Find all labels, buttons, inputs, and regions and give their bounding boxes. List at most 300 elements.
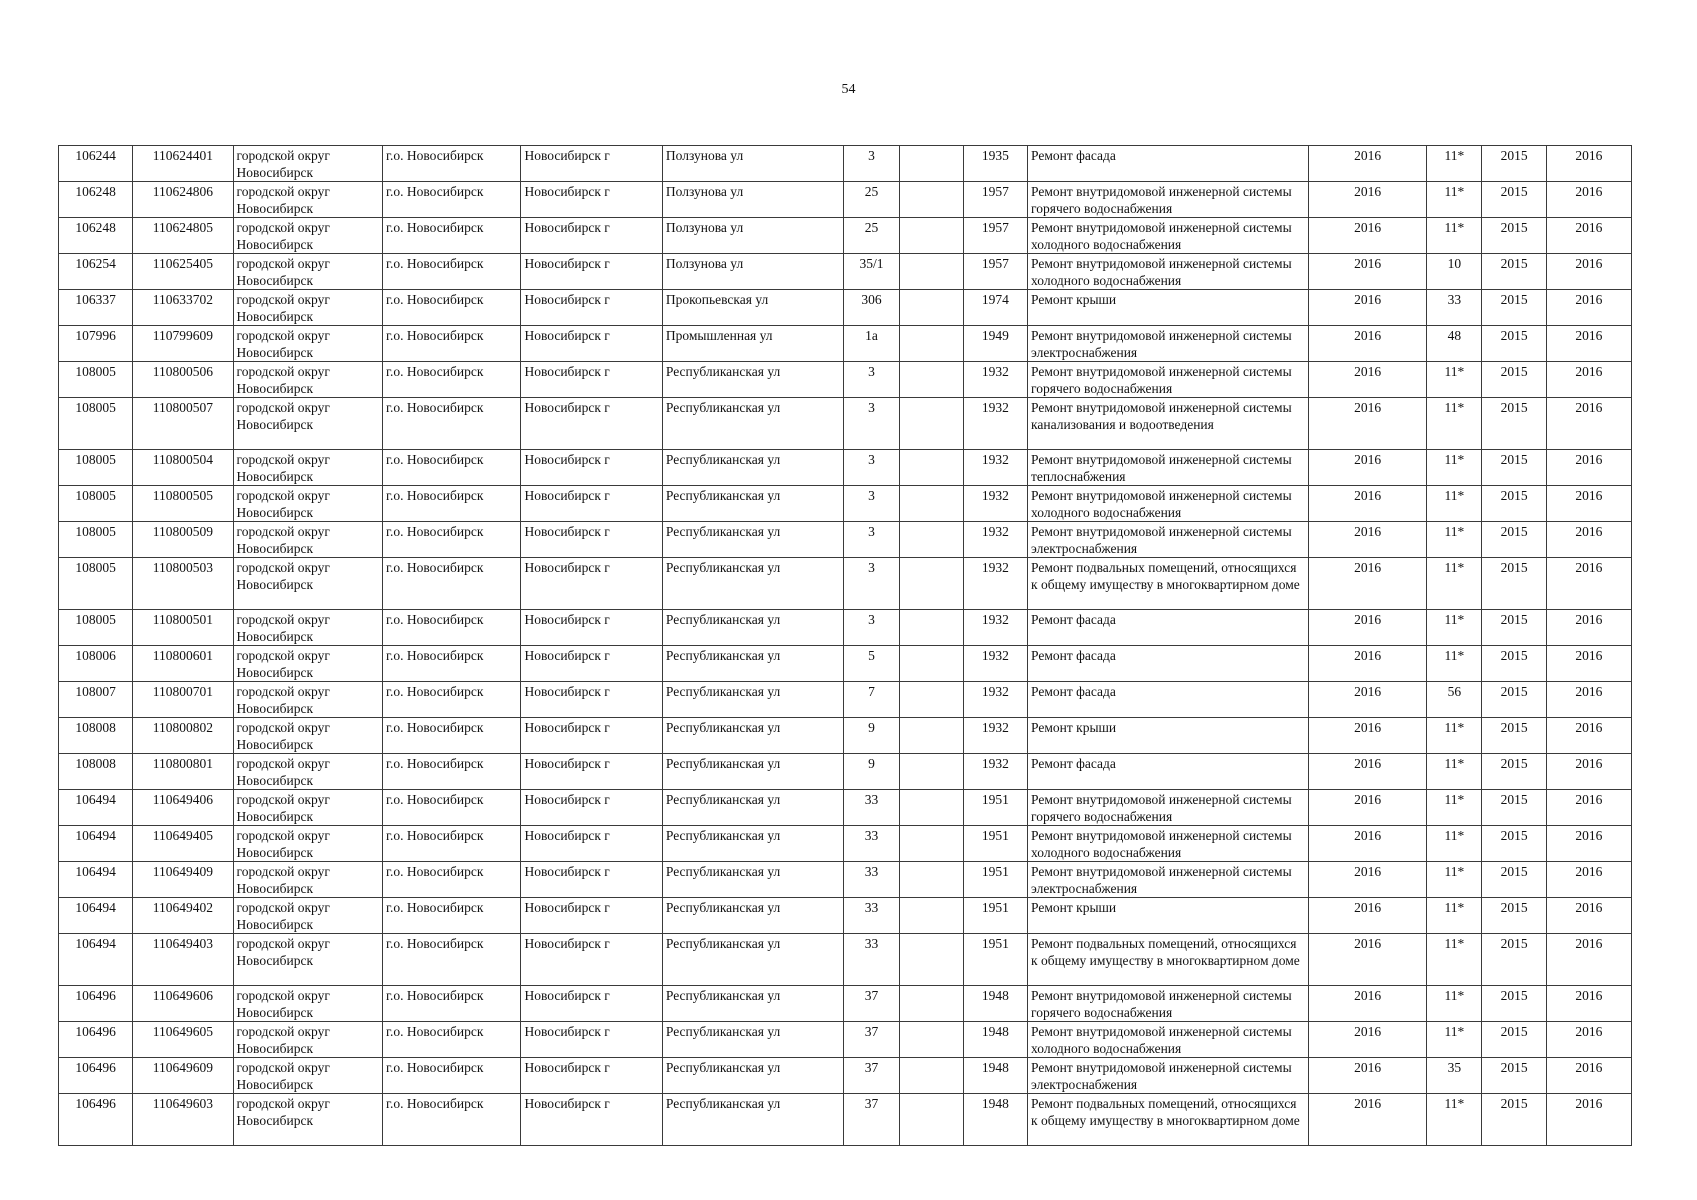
cell-work-code: 110800601 xyxy=(133,646,233,682)
cell-work-type: Ремонт внутридомовой инженерной системы теплоснабжения xyxy=(1028,450,1309,486)
cell-street: Республиканская ул xyxy=(662,826,844,862)
cell-period-start: 2015 xyxy=(1482,934,1546,986)
cell-house-number: 3 xyxy=(844,450,899,486)
cell-object-id: 106494 xyxy=(59,934,133,986)
cell-object-id: 108005 xyxy=(59,362,133,398)
cell-locality: Новосибирск г xyxy=(521,326,662,362)
cell-year-built: 1932 xyxy=(963,754,1027,790)
cell-building xyxy=(899,862,963,898)
cell-work-type: Ремонт внутридомовой инженерной системы канализования и водоотведения xyxy=(1028,398,1309,450)
cell-locality: Новосибирск г xyxy=(521,790,662,826)
cell-plan-year: 2016 xyxy=(1308,290,1426,326)
cell-work-code: 110625405 xyxy=(133,254,233,290)
cell-house-number: 3 xyxy=(844,398,899,450)
cell-period-end: 2016 xyxy=(1546,610,1631,646)
cell-period-end: 2016 xyxy=(1546,646,1631,682)
cell-municipality: городской округ Новосибирск xyxy=(233,610,382,646)
cell-period-start: 2015 xyxy=(1482,290,1546,326)
cell-work-type: Ремонт фасада xyxy=(1028,754,1309,790)
cell-plan-year: 2016 xyxy=(1308,986,1426,1022)
cell-locality: Новосибирск г xyxy=(521,898,662,934)
cell-condition-rank: 11* xyxy=(1427,522,1482,558)
cell-plan-year: 2016 xyxy=(1308,558,1426,610)
cell-building xyxy=(899,986,963,1022)
cell-municipality: городской округ Новосибирск xyxy=(233,754,382,790)
cell-period-end: 2016 xyxy=(1546,218,1631,254)
cell-condition-rank: 11* xyxy=(1427,362,1482,398)
cell-work-type: Ремонт внутридомовой инженерной системы горячего водоснабжения xyxy=(1028,790,1309,826)
table-row xyxy=(59,934,1632,986)
cell-period-end: 2016 xyxy=(1546,146,1631,182)
cell-locality: Новосибирск г xyxy=(521,362,662,398)
cell-plan-year: 2016 xyxy=(1308,898,1426,934)
repair-register-table xyxy=(58,145,1632,1146)
cell-period-end: 2016 xyxy=(1546,254,1631,290)
cell-municipality: городской округ Новосибирск xyxy=(233,718,382,754)
cell-work-code: 110624806 xyxy=(133,182,233,218)
cell-work-type: Ремонт внутридомовой инженерной системы электроснабжения xyxy=(1028,522,1309,558)
cell-street: Республиканская ул xyxy=(662,682,844,718)
cell-municipality: городской округ Новосибирск xyxy=(233,682,382,718)
cell-period-end: 2016 xyxy=(1546,1022,1631,1058)
cell-year-built: 1932 xyxy=(963,682,1027,718)
cell-period-end: 2016 xyxy=(1546,182,1631,218)
cell-year-built: 1932 xyxy=(963,718,1027,754)
cell-street: Республиканская ул xyxy=(662,558,844,610)
cell-district: г.о. Новосибирск xyxy=(383,398,521,450)
cell-work-type: Ремонт крыши xyxy=(1028,898,1309,934)
cell-period-end: 2016 xyxy=(1546,862,1631,898)
cell-work-type: Ремонт фасада xyxy=(1028,682,1309,718)
cell-work-code: 110800509 xyxy=(133,522,233,558)
cell-district: г.о. Новосибирск xyxy=(383,558,521,610)
cell-plan-year: 2016 xyxy=(1308,934,1426,986)
cell-period-start: 2015 xyxy=(1482,522,1546,558)
cell-municipality: городской округ Новосибирск xyxy=(233,934,382,986)
cell-object-id: 106248 xyxy=(59,218,133,254)
table-row xyxy=(59,898,1632,934)
cell-period-end: 2016 xyxy=(1546,826,1631,862)
cell-building xyxy=(899,254,963,290)
cell-object-id: 108005 xyxy=(59,522,133,558)
cell-district: г.о. Новосибирск xyxy=(383,986,521,1022)
cell-period-start: 2015 xyxy=(1482,718,1546,754)
cell-period-start: 2015 xyxy=(1482,862,1546,898)
cell-district: г.о. Новосибирск xyxy=(383,326,521,362)
cell-municipality: городской округ Новосибирск xyxy=(233,450,382,486)
cell-street: Прокопьевская ул xyxy=(662,290,844,326)
cell-street: Республиканская ул xyxy=(662,986,844,1022)
cell-plan-year: 2016 xyxy=(1308,362,1426,398)
cell-work-code: 110649406 xyxy=(133,790,233,826)
cell-locality: Новосибирск г xyxy=(521,646,662,682)
cell-period-end: 2016 xyxy=(1546,718,1631,754)
cell-municipality: городской округ Новосибирск xyxy=(233,326,382,362)
cell-plan-year: 2016 xyxy=(1308,718,1426,754)
table-row xyxy=(59,290,1632,326)
cell-period-start: 2015 xyxy=(1482,254,1546,290)
cell-district: г.о. Новосибирск xyxy=(383,290,521,326)
cell-street: Промышленная ул xyxy=(662,326,844,362)
table-row xyxy=(59,986,1632,1022)
cell-municipality: городской округ Новосибирск xyxy=(233,182,382,218)
cell-work-type: Ремонт внутридомовой инженерной системы электроснабжения xyxy=(1028,326,1309,362)
cell-street: Республиканская ул xyxy=(662,862,844,898)
cell-object-id: 106496 xyxy=(59,986,133,1022)
cell-municipality: городской округ Новосибирск xyxy=(233,1058,382,1094)
cell-work-type: Ремонт фасада xyxy=(1028,646,1309,682)
cell-object-id: 106496 xyxy=(59,1094,133,1146)
cell-district: г.о. Новосибирск xyxy=(383,898,521,934)
cell-district: г.о. Новосибирск xyxy=(383,182,521,218)
cell-period-end: 2016 xyxy=(1546,934,1631,986)
cell-locality: Новосибирск г xyxy=(521,254,662,290)
cell-plan-year: 2016 xyxy=(1308,610,1426,646)
cell-year-built: 1932 xyxy=(963,522,1027,558)
cell-period-start: 2015 xyxy=(1482,398,1546,450)
cell-building xyxy=(899,1094,963,1146)
cell-work-type: Ремонт подвальных помещений, относящихся к общему имуществу в многоквартирном доме xyxy=(1028,1094,1309,1146)
cell-period-start: 2015 xyxy=(1482,1094,1546,1146)
cell-period-end: 2016 xyxy=(1546,362,1631,398)
table-row xyxy=(59,218,1632,254)
cell-locality: Новосибирск г xyxy=(521,558,662,610)
cell-period-start: 2015 xyxy=(1482,362,1546,398)
cell-locality: Новосибирск г xyxy=(521,754,662,790)
cell-condition-rank: 35 xyxy=(1427,1058,1482,1094)
cell-condition-rank: 11* xyxy=(1427,450,1482,486)
cell-house-number: 33 xyxy=(844,898,899,934)
table-row xyxy=(59,450,1632,486)
cell-period-end: 2016 xyxy=(1546,486,1631,522)
table-row xyxy=(59,486,1632,522)
cell-year-built: 1951 xyxy=(963,934,1027,986)
cell-plan-year: 2016 xyxy=(1308,326,1426,362)
cell-object-id: 108006 xyxy=(59,646,133,682)
cell-work-code: 110800801 xyxy=(133,754,233,790)
cell-street: Республиканская ул xyxy=(662,362,844,398)
cell-object-id: 106248 xyxy=(59,182,133,218)
cell-locality: Новосибирск г xyxy=(521,986,662,1022)
cell-work-code: 110649402 xyxy=(133,898,233,934)
cell-year-built: 1932 xyxy=(963,646,1027,682)
cell-building xyxy=(899,826,963,862)
cell-period-start: 2015 xyxy=(1482,486,1546,522)
cell-condition-rank: 11* xyxy=(1427,862,1482,898)
cell-plan-year: 2016 xyxy=(1308,182,1426,218)
cell-district: г.о. Новосибирск xyxy=(383,1094,521,1146)
cell-plan-year: 2016 xyxy=(1308,646,1426,682)
cell-work-code: 110800501 xyxy=(133,610,233,646)
table-row xyxy=(59,146,1632,182)
cell-municipality: городской округ Новосибирск xyxy=(233,1094,382,1146)
cell-municipality: городской округ Новосибирск xyxy=(233,254,382,290)
cell-object-id: 106496 xyxy=(59,1058,133,1094)
cell-district: г.о. Новосибирск xyxy=(383,718,521,754)
cell-condition-rank: 56 xyxy=(1427,682,1482,718)
cell-work-code: 110649609 xyxy=(133,1058,233,1094)
cell-condition-rank: 11* xyxy=(1427,558,1482,610)
cell-object-id: 106494 xyxy=(59,862,133,898)
cell-street: Ползунова ул xyxy=(662,182,844,218)
cell-street: Республиканская ул xyxy=(662,1058,844,1094)
cell-plan-year: 2016 xyxy=(1308,1058,1426,1094)
cell-period-end: 2016 xyxy=(1546,1094,1631,1146)
cell-street: Республиканская ул xyxy=(662,486,844,522)
cell-house-number: 3 xyxy=(844,558,899,610)
cell-building xyxy=(899,754,963,790)
table-row xyxy=(59,398,1632,450)
cell-period-start: 2015 xyxy=(1482,646,1546,682)
cell-municipality: городской округ Новосибирск xyxy=(233,522,382,558)
cell-year-built: 1951 xyxy=(963,898,1027,934)
cell-period-start: 2015 xyxy=(1482,610,1546,646)
cell-period-start: 2015 xyxy=(1482,450,1546,486)
cell-plan-year: 2016 xyxy=(1308,398,1426,450)
cell-district: г.о. Новосибирск xyxy=(383,682,521,718)
cell-year-built: 1951 xyxy=(963,862,1027,898)
cell-locality: Новосибирск г xyxy=(521,290,662,326)
cell-plan-year: 2016 xyxy=(1308,146,1426,182)
cell-locality: Новосибирск г xyxy=(521,862,662,898)
cell-building xyxy=(899,218,963,254)
cell-district: г.о. Новосибирск xyxy=(383,218,521,254)
cell-street: Ползунова ул xyxy=(662,218,844,254)
cell-period-start: 2015 xyxy=(1482,826,1546,862)
cell-municipality: городской округ Новосибирск xyxy=(233,398,382,450)
cell-work-type: Ремонт внутридомовой инженерной системы электроснабжения xyxy=(1028,862,1309,898)
cell-work-type: Ремонт внутридомовой инженерной системы холодного водоснабжения xyxy=(1028,218,1309,254)
cell-locality: Новосибирск г xyxy=(521,450,662,486)
cell-plan-year: 2016 xyxy=(1308,1022,1426,1058)
cell-period-end: 2016 xyxy=(1546,986,1631,1022)
cell-work-code: 110649403 xyxy=(133,934,233,986)
cell-house-number: 3 xyxy=(844,486,899,522)
cell-house-number: 3 xyxy=(844,362,899,398)
cell-district: г.о. Новосибирск xyxy=(383,522,521,558)
cell-condition-rank: 11* xyxy=(1427,826,1482,862)
cell-building xyxy=(899,1058,963,1094)
cell-municipality: городской округ Новосибирск xyxy=(233,362,382,398)
cell-year-built: 1957 xyxy=(963,182,1027,218)
cell-object-id: 108008 xyxy=(59,718,133,754)
table-row xyxy=(59,646,1632,682)
cell-work-code: 110649405 xyxy=(133,826,233,862)
cell-building xyxy=(899,522,963,558)
cell-condition-rank: 10 xyxy=(1427,254,1482,290)
cell-year-built: 1932 xyxy=(963,610,1027,646)
cell-district: г.о. Новосибирск xyxy=(383,450,521,486)
cell-plan-year: 2016 xyxy=(1308,862,1426,898)
cell-year-built: 1957 xyxy=(963,218,1027,254)
cell-period-start: 2015 xyxy=(1482,558,1546,610)
cell-house-number: 9 xyxy=(844,754,899,790)
cell-house-number: 37 xyxy=(844,1022,899,1058)
cell-condition-rank: 11* xyxy=(1427,986,1482,1022)
cell-locality: Новосибирск г xyxy=(521,146,662,182)
cell-building xyxy=(899,790,963,826)
cell-year-built: 1951 xyxy=(963,790,1027,826)
cell-street: Республиканская ул xyxy=(662,790,844,826)
cell-house-number: 5 xyxy=(844,646,899,682)
cell-work-code: 110649409 xyxy=(133,862,233,898)
cell-plan-year: 2016 xyxy=(1308,486,1426,522)
cell-condition-rank: 11* xyxy=(1427,1022,1482,1058)
cell-work-type: Ремонт внутридомовой инженерной системы горячего водоснабжения xyxy=(1028,986,1309,1022)
cell-work-type: Ремонт внутридомовой инженерной системы холодного водоснабжения xyxy=(1028,1022,1309,1058)
cell-house-number: 3 xyxy=(844,146,899,182)
cell-locality: Новосибирск г xyxy=(521,934,662,986)
cell-locality: Новосибирск г xyxy=(521,398,662,450)
cell-street: Республиканская ул xyxy=(662,398,844,450)
cell-district: г.о. Новосибирск xyxy=(383,362,521,398)
cell-work-type: Ремонт фасада xyxy=(1028,146,1309,182)
cell-district: г.о. Новосибирск xyxy=(383,646,521,682)
cell-year-built: 1932 xyxy=(963,558,1027,610)
cell-period-start: 2015 xyxy=(1482,218,1546,254)
cell-locality: Новосибирск г xyxy=(521,218,662,254)
cell-plan-year: 2016 xyxy=(1308,1094,1426,1146)
cell-work-code: 110800701 xyxy=(133,682,233,718)
cell-condition-rank: 33 xyxy=(1427,290,1482,326)
cell-house-number: 3 xyxy=(844,522,899,558)
cell-year-built: 1951 xyxy=(963,826,1027,862)
cell-house-number: 9 xyxy=(844,718,899,754)
cell-street: Республиканская ул xyxy=(662,646,844,682)
cell-locality: Новосибирск г xyxy=(521,718,662,754)
cell-district: г.о. Новосибирск xyxy=(383,146,521,182)
table-row xyxy=(59,182,1632,218)
cell-object-id: 106244 xyxy=(59,146,133,182)
cell-condition-rank: 11* xyxy=(1427,790,1482,826)
cell-period-start: 2015 xyxy=(1482,898,1546,934)
cell-district: г.о. Новосибирск xyxy=(383,754,521,790)
cell-locality: Новосибирск г xyxy=(521,1058,662,1094)
cell-object-id: 108005 xyxy=(59,486,133,522)
cell-building xyxy=(899,1022,963,1058)
cell-district: г.о. Новосибирск xyxy=(383,826,521,862)
cell-house-number: 306 xyxy=(844,290,899,326)
cell-locality: Новосибирск г xyxy=(521,522,662,558)
cell-object-id: 106494 xyxy=(59,790,133,826)
cell-year-built: 1932 xyxy=(963,450,1027,486)
cell-period-end: 2016 xyxy=(1546,558,1631,610)
cell-period-end: 2016 xyxy=(1546,1058,1631,1094)
cell-district: г.о. Новосибирск xyxy=(383,1022,521,1058)
cell-work-type: Ремонт внутридомовой инженерной системы холодного водоснабжения xyxy=(1028,254,1309,290)
cell-period-end: 2016 xyxy=(1546,898,1631,934)
cell-work-type: Ремонт внутридомовой инженерной системы холодного водоснабжения xyxy=(1028,486,1309,522)
cell-street: Республиканская ул xyxy=(662,934,844,986)
cell-year-built: 1935 xyxy=(963,146,1027,182)
cell-year-built: 1974 xyxy=(963,290,1027,326)
cell-period-start: 2015 xyxy=(1482,682,1546,718)
cell-year-built: 1957 xyxy=(963,254,1027,290)
table-row xyxy=(59,522,1632,558)
cell-period-start: 2015 xyxy=(1482,986,1546,1022)
cell-condition-rank: 11* xyxy=(1427,398,1482,450)
cell-condition-rank: 11* xyxy=(1427,218,1482,254)
cell-locality: Новосибирск г xyxy=(521,682,662,718)
cell-building xyxy=(899,898,963,934)
cell-year-built: 1948 xyxy=(963,1058,1027,1094)
table-row xyxy=(59,790,1632,826)
cell-building xyxy=(899,718,963,754)
cell-municipality: городской округ Новосибирск xyxy=(233,646,382,682)
cell-work-code: 110800507 xyxy=(133,398,233,450)
cell-locality: Новосибирск г xyxy=(521,1022,662,1058)
cell-period-start: 2015 xyxy=(1482,1022,1546,1058)
cell-period-start: 2015 xyxy=(1482,326,1546,362)
table-row xyxy=(59,862,1632,898)
table-row xyxy=(59,254,1632,290)
cell-period-start: 2015 xyxy=(1482,1058,1546,1094)
cell-period-end: 2016 xyxy=(1546,450,1631,486)
cell-work-code: 110800802 xyxy=(133,718,233,754)
cell-locality: Новосибирск г xyxy=(521,610,662,646)
cell-period-end: 2016 xyxy=(1546,326,1631,362)
cell-object-id: 106494 xyxy=(59,826,133,862)
cell-municipality: городской округ Новосибирск xyxy=(233,826,382,862)
cell-plan-year: 2016 xyxy=(1308,450,1426,486)
cell-period-end: 2016 xyxy=(1546,522,1631,558)
cell-condition-rank: 11* xyxy=(1427,182,1482,218)
table-row xyxy=(59,326,1632,362)
cell-district: г.о. Новосибирск xyxy=(383,254,521,290)
table-row xyxy=(59,558,1632,610)
cell-house-number: 37 xyxy=(844,1094,899,1146)
cell-condition-rank: 11* xyxy=(1427,486,1482,522)
cell-house-number: 33 xyxy=(844,790,899,826)
cell-district: г.о. Новосибирск xyxy=(383,790,521,826)
table-row xyxy=(59,610,1632,646)
table-row xyxy=(59,718,1632,754)
cell-work-type: Ремонт крыши xyxy=(1028,718,1309,754)
cell-object-id: 108005 xyxy=(59,450,133,486)
table-row xyxy=(59,362,1632,398)
cell-year-built: 1949 xyxy=(963,326,1027,362)
cell-building xyxy=(899,398,963,450)
cell-municipality: городской округ Новосибирск xyxy=(233,558,382,610)
table-row xyxy=(59,1094,1632,1146)
cell-house-number: 1а xyxy=(844,326,899,362)
cell-object-id: 106496 xyxy=(59,1022,133,1058)
cell-object-id: 106254 xyxy=(59,254,133,290)
cell-district: г.о. Новосибирск xyxy=(383,486,521,522)
cell-period-start: 2015 xyxy=(1482,754,1546,790)
cell-condition-rank: 11* xyxy=(1427,146,1482,182)
cell-period-end: 2016 xyxy=(1546,682,1631,718)
cell-object-id: 108005 xyxy=(59,558,133,610)
cell-object-id: 108008 xyxy=(59,754,133,790)
cell-work-type: Ремонт подвальных помещений, относящихся к общему имуществу в многоквартирном доме xyxy=(1028,558,1309,610)
cell-municipality: городской округ Новосибирск xyxy=(233,146,382,182)
cell-period-end: 2016 xyxy=(1546,290,1631,326)
cell-building xyxy=(899,558,963,610)
cell-district: г.о. Новосибирск xyxy=(383,934,521,986)
cell-district: г.о. Новосибирск xyxy=(383,1058,521,1094)
page-number: 54 xyxy=(841,82,856,97)
cell-work-code: 110799609 xyxy=(133,326,233,362)
cell-street: Республиканская ул xyxy=(662,898,844,934)
cell-object-id: 108005 xyxy=(59,610,133,646)
cell-street: Республиканская ул xyxy=(662,718,844,754)
cell-condition-rank: 11* xyxy=(1427,610,1482,646)
cell-house-number: 25 xyxy=(844,218,899,254)
cell-period-start: 2015 xyxy=(1482,146,1546,182)
cell-municipality: городской округ Новосибирск xyxy=(233,486,382,522)
cell-street: Республиканская ул xyxy=(662,522,844,558)
